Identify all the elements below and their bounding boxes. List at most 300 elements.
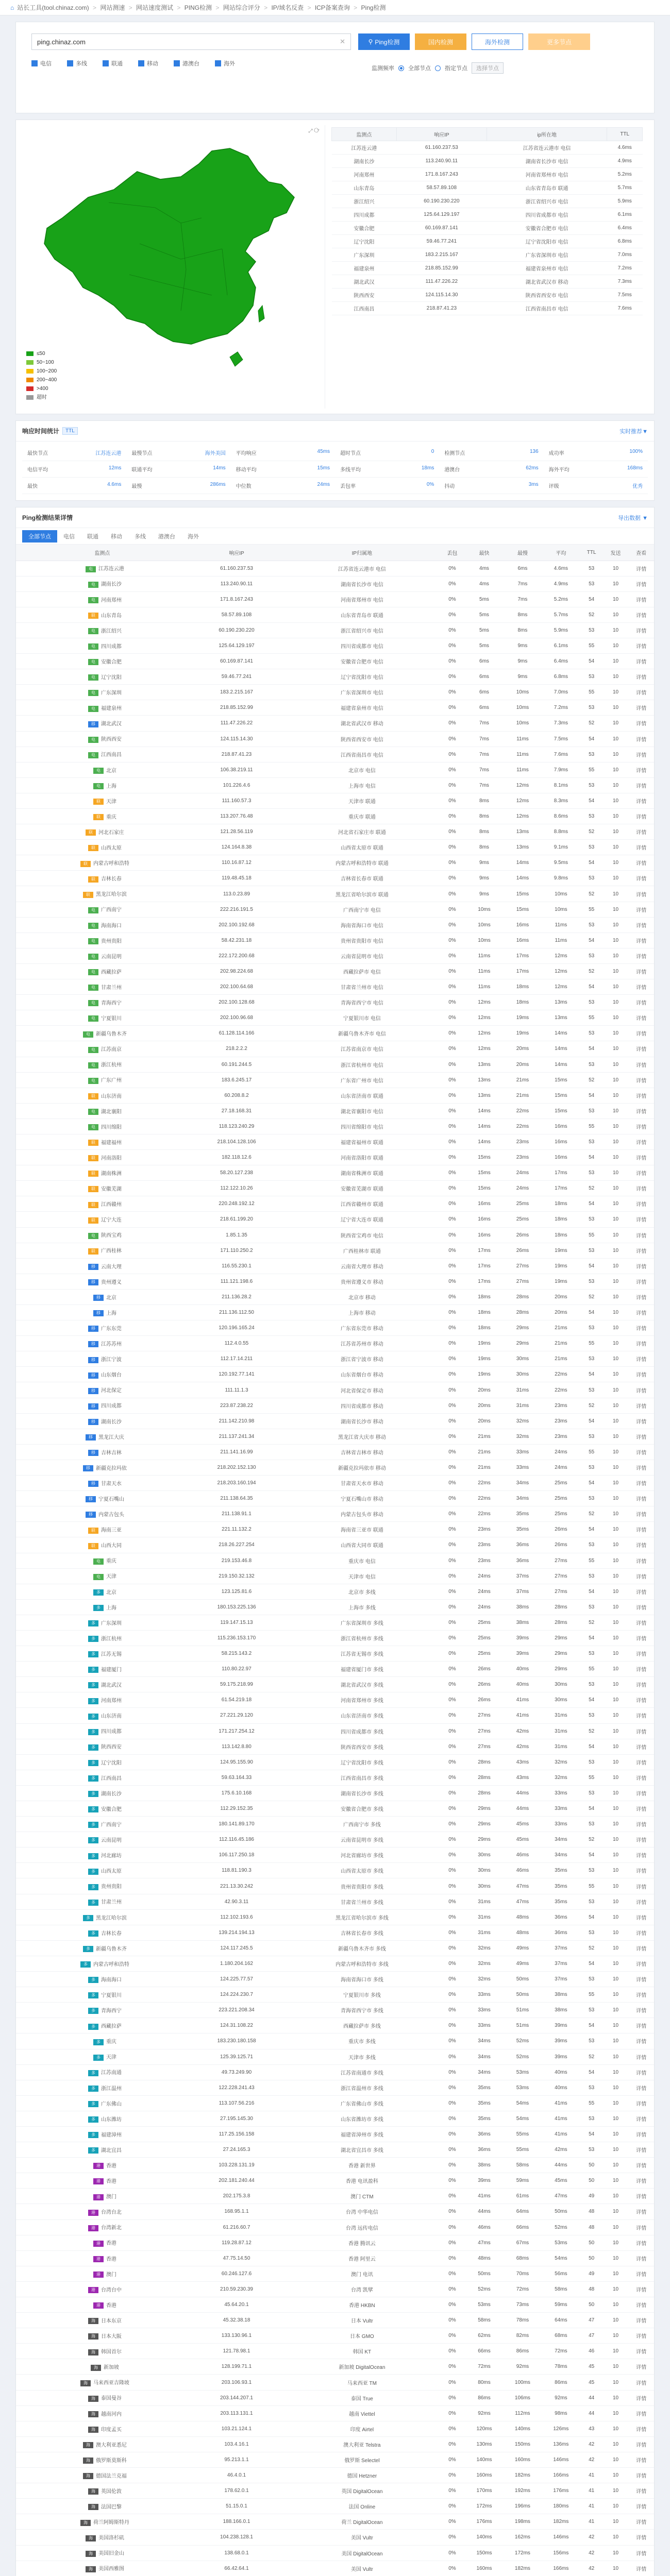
result-cell: 53 bbox=[580, 2142, 603, 2158]
checkbox-icon[interactable] bbox=[103, 60, 109, 66]
result-cell: 49ms bbox=[504, 1940, 542, 1956]
result-cell: 22ms bbox=[465, 1476, 503, 1491]
view-link[interactable]: 详情 bbox=[628, 1878, 654, 1894]
view-link[interactable]: 详情 bbox=[628, 1057, 654, 1072]
node-name: 韩国首尔 bbox=[100, 2349, 122, 2355]
view-link[interactable]: 详情 bbox=[628, 2375, 654, 2390]
node-cell bbox=[16, 1537, 189, 1553]
breadcrumb-item[interactable]: PING检测 bbox=[184, 4, 212, 11]
view-link[interactable]: 详情 bbox=[628, 1801, 654, 1817]
view-link[interactable]: 详情 bbox=[628, 654, 654, 669]
view-link[interactable]: 详情 bbox=[628, 809, 654, 824]
node-name: 山西太原 bbox=[100, 1869, 122, 1875]
table-row bbox=[16, 1057, 654, 1072]
view-link[interactable]: 详情 bbox=[628, 1367, 654, 1382]
node-cell bbox=[16, 2421, 189, 2436]
view-link[interactable]: 详情 bbox=[628, 2561, 654, 2576]
result-cell: 北京市 多线 bbox=[284, 1584, 440, 1599]
view-link[interactable]: 详情 bbox=[628, 1770, 654, 1785]
result-cell: 7ms bbox=[465, 731, 503, 747]
node-cell bbox=[16, 2250, 189, 2266]
result-cell: 52ms bbox=[542, 2219, 580, 2235]
breadcrumb-item[interactable]: 网站速度测试 bbox=[136, 4, 174, 11]
node-cell bbox=[16, 1289, 189, 1304]
result-cell: 0% bbox=[440, 1367, 465, 1382]
result-cell: 20ms bbox=[504, 1057, 542, 1072]
view-link[interactable]: 详情 bbox=[628, 2514, 654, 2530]
view-link[interactable]: 详情 bbox=[628, 1165, 654, 1181]
view-link[interactable]: 详情 bbox=[628, 1289, 654, 1304]
table-row bbox=[16, 1522, 654, 1537]
result-cell: 125.64.129.197 bbox=[189, 638, 284, 653]
view-link[interactable]: 详情 bbox=[628, 1072, 654, 1088]
result-cell: 10 bbox=[603, 1398, 629, 1413]
ranking-cell: 60.190.230.220 bbox=[396, 195, 487, 208]
view-link[interactable]: 详情 bbox=[628, 2049, 654, 2064]
result-cell: 117.25.156.158 bbox=[189, 2126, 284, 2142]
view-link[interactable]: 详情 bbox=[628, 1909, 654, 1925]
view-link[interactable]: 详情 bbox=[628, 1196, 654, 1212]
view-link[interactable]: 详情 bbox=[628, 2003, 654, 2018]
view-link[interactable]: 详情 bbox=[628, 902, 654, 917]
node-cell bbox=[16, 2375, 189, 2390]
view-link[interactable]: 详情 bbox=[628, 2421, 654, 2436]
view-link[interactable]: 详情 bbox=[628, 1723, 654, 1739]
map-tools[interactable]: ⤢ ⟳ bbox=[308, 128, 320, 134]
view-link[interactable]: 详情 bbox=[628, 1987, 654, 2003]
result-cell: 10 bbox=[603, 2018, 629, 2033]
view-link[interactable]: 详情 bbox=[628, 2359, 654, 2375]
result-cell: 9ms bbox=[465, 871, 503, 886]
view-link[interactable]: 详情 bbox=[628, 1382, 654, 1398]
table-row bbox=[16, 638, 654, 653]
result-cell: 17ms bbox=[465, 1258, 503, 1274]
view-link[interactable]: 详情 bbox=[628, 777, 654, 793]
view-link[interactable]: 详情 bbox=[628, 607, 654, 622]
table-row bbox=[16, 1848, 654, 1863]
view-link[interactable]: 详情 bbox=[628, 1615, 654, 1630]
breadcrumb-item[interactable]: 站长工具(tool.chinaz.com) bbox=[17, 4, 89, 11]
result-cell: 13ms bbox=[465, 1088, 503, 1103]
view-link[interactable]: 详情 bbox=[628, 2328, 654, 2344]
result-cell: 10 bbox=[603, 2266, 629, 2281]
table-row bbox=[16, 1476, 654, 1491]
node-name: 台湾新北 bbox=[100, 2225, 122, 2231]
result-cell: 10 bbox=[603, 1522, 629, 1537]
result-cell: 吉林省长春市 联通 bbox=[284, 871, 440, 886]
result-cell: 5.7ms bbox=[542, 607, 580, 622]
result-cell: 150ms bbox=[504, 2436, 542, 2452]
view-link[interactable]: 详情 bbox=[628, 2266, 654, 2281]
view-link[interactable]: 详情 bbox=[628, 1118, 654, 1134]
result-cell: 55 bbox=[580, 638, 603, 653]
result-cell: 17ms bbox=[465, 1274, 503, 1289]
view-link[interactable]: 详情 bbox=[628, 1692, 654, 1708]
result-cell: 10 bbox=[603, 1444, 629, 1460]
view-link[interactable]: 详情 bbox=[628, 2436, 654, 2452]
view-link[interactable]: 详情 bbox=[628, 2064, 654, 2080]
view-link[interactable]: 详情 bbox=[628, 1227, 654, 1243]
view-link[interactable]: 详情 bbox=[628, 638, 654, 653]
view-link[interactable]: 详情 bbox=[628, 1351, 654, 1367]
view-link[interactable]: 详情 bbox=[628, 1599, 654, 1615]
result-cell: 160ms bbox=[504, 2452, 542, 2467]
results-header: 响应IP bbox=[189, 545, 284, 561]
home-icon[interactable]: ⌂ bbox=[10, 4, 14, 11]
isp-badge: 移 bbox=[88, 1341, 98, 1347]
result-cell: 吉林省长春市 多线 bbox=[284, 1925, 440, 1940]
domestic-button[interactable]: 国内检测 bbox=[415, 33, 466, 50]
view-link[interactable]: 详情 bbox=[628, 1460, 654, 1475]
result-cell: 10ms bbox=[542, 902, 580, 917]
view-link[interactable]: 详情 bbox=[628, 2204, 654, 2219]
overseas-button[interactable]: 海外检测 bbox=[472, 33, 523, 50]
node-select[interactable]: 选择节点 bbox=[472, 62, 504, 74]
result-cell: 53 bbox=[580, 1460, 603, 1475]
view-link[interactable]: 详情 bbox=[628, 1476, 654, 1491]
view-link[interactable]: 详情 bbox=[628, 685, 654, 700]
breadcrumb-item[interactable]: IP/域名反查 bbox=[271, 4, 304, 11]
view-link[interactable]: 详情 bbox=[628, 824, 654, 840]
result-cell: 黑龙江省哈尔滨市 联通 bbox=[284, 886, 440, 902]
result-cell: 辽宁省大连市 联通 bbox=[284, 1212, 440, 1227]
view-link[interactable]: 详情 bbox=[628, 979, 654, 995]
result-cell: 湖北省武汉市 移动 bbox=[284, 716, 440, 731]
radio-all-nodes[interactable] bbox=[398, 65, 404, 71]
view-link[interactable]: 详情 bbox=[628, 871, 654, 886]
view-link[interactable]: 详情 bbox=[628, 1646, 654, 1662]
search-input[interactable]: ping.chinaz.com ✕ bbox=[31, 33, 351, 50]
result-cell: 156ms bbox=[542, 2545, 580, 2561]
summary-sort[interactable]: 实时推荐▼ bbox=[619, 428, 648, 435]
view-link[interactable]: 详情 bbox=[628, 1010, 654, 1026]
view-link[interactable]: 详情 bbox=[628, 2313, 654, 2328]
result-cell: 7ms bbox=[504, 591, 542, 607]
view-link[interactable]: 详情 bbox=[628, 1305, 654, 1320]
view-link[interactable]: 详情 bbox=[628, 731, 654, 747]
view-link[interactable]: 详情 bbox=[628, 1677, 654, 1692]
view-link[interactable]: 详情 bbox=[628, 1754, 654, 1770]
breadcrumb-item[interactable]: Ping检测 bbox=[361, 4, 386, 11]
ranking-cell: 61.160.237.53 bbox=[396, 141, 487, 155]
result-cell: 35ms bbox=[465, 2095, 503, 2111]
export-button[interactable]: 导出数据 ▼ bbox=[618, 515, 648, 521]
result-cell: 128.199.71.1 bbox=[189, 2359, 284, 2375]
isp-checkbox[interactable] bbox=[31, 59, 52, 67]
view-link[interactable]: 详情 bbox=[628, 1258, 654, 1274]
view-link[interactable]: 详情 bbox=[628, 1925, 654, 1940]
table-row bbox=[16, 2204, 654, 2219]
tab-2[interactable]: 联通 bbox=[87, 533, 98, 540]
view-link[interactable]: 详情 bbox=[628, 840, 654, 855]
view-link[interactable]: 详情 bbox=[628, 1739, 654, 1754]
summary-stat bbox=[544, 465, 648, 473]
node-name: 内蒙古呼和浩特 bbox=[93, 1961, 129, 1968]
china-map-shape[interactable] bbox=[26, 141, 315, 378]
result-cell: 0% bbox=[440, 2344, 465, 2359]
view-link[interactable]: 详情 bbox=[628, 1134, 654, 1149]
isp-checkbox[interactable] bbox=[67, 59, 87, 67]
tab-6[interactable]: 海外 bbox=[188, 533, 199, 540]
view-link[interactable]: 详情 bbox=[628, 2452, 654, 2467]
view-link[interactable]: 详情 bbox=[628, 2111, 654, 2126]
result-cell: 0% bbox=[440, 1305, 465, 1320]
checkbox-icon[interactable] bbox=[174, 60, 180, 66]
view-link[interactable]: 详情 bbox=[628, 917, 654, 933]
view-link[interactable]: 详情 bbox=[628, 700, 654, 716]
view-link[interactable]: 详情 bbox=[628, 2405, 654, 2421]
tab-5[interactable]: 港澳台 bbox=[158, 533, 175, 540]
view-link[interactable]: 详情 bbox=[628, 2126, 654, 2142]
result-cell: 10 bbox=[603, 1258, 629, 1274]
view-link[interactable]: 详情 bbox=[628, 1584, 654, 1599]
view-link[interactable]: 详情 bbox=[628, 2189, 654, 2204]
result-cell: 12ms bbox=[504, 777, 542, 793]
view-link[interactable]: 详情 bbox=[628, 2095, 654, 2111]
view-link[interactable]: 详情 bbox=[628, 2390, 654, 2405]
view-link[interactable]: 详情 bbox=[628, 1662, 654, 1677]
ranking-cell: 4.9ms bbox=[607, 155, 643, 168]
isp-badge: 电 bbox=[88, 969, 98, 975]
view-link[interactable]: 详情 bbox=[628, 576, 654, 591]
view-link[interactable]: 详情 bbox=[628, 1274, 654, 1289]
checkbox-icon[interactable] bbox=[215, 60, 221, 66]
result-cell: 25ms bbox=[504, 1212, 542, 1227]
view-link[interactable]: 详情 bbox=[628, 1553, 654, 1568]
node-name: 山东烟台 bbox=[100, 1372, 122, 1379]
result-cell: 14ms bbox=[465, 1134, 503, 1149]
view-link[interactable]: 详情 bbox=[628, 2468, 654, 2483]
result-cell: 10 bbox=[603, 2405, 629, 2421]
result-cell: 55 bbox=[580, 1227, 603, 1243]
result-cell: 222.216.191.5 bbox=[189, 902, 284, 917]
result-cell: 5ms bbox=[465, 638, 503, 653]
clear-icon[interactable]: ✕ bbox=[340, 38, 345, 45]
result-cell: 19ms bbox=[542, 1258, 580, 1274]
node-name: 河南洛阳 bbox=[100, 1155, 122, 1161]
view-link[interactable]: 详情 bbox=[628, 793, 654, 808]
result-cell: 0% bbox=[440, 1940, 465, 1956]
view-link[interactable]: 详情 bbox=[628, 1088, 654, 1103]
result-cell: 42ms bbox=[504, 1739, 542, 1754]
view-link[interactable]: 详情 bbox=[628, 1863, 654, 1878]
result-cell: 0% bbox=[440, 1444, 465, 1460]
result-cell: 山东省青岛市 联通 bbox=[284, 607, 440, 622]
table-row bbox=[16, 1413, 654, 1429]
view-link[interactable]: 详情 bbox=[628, 1708, 654, 1723]
view-link[interactable]: 详情 bbox=[628, 1848, 654, 1863]
view-link[interactable]: 详情 bbox=[628, 1041, 654, 1057]
view-link[interactable]: 详情 bbox=[628, 591, 654, 607]
view-link[interactable]: 详情 bbox=[628, 1398, 654, 1413]
tab-0[interactable]: 全部节点 bbox=[22, 530, 57, 543]
result-cell: 62ms bbox=[465, 2328, 503, 2344]
result-cell: 浙江省杭州市 多线 bbox=[284, 1630, 440, 1646]
view-link[interactable]: 详情 bbox=[628, 1956, 654, 1971]
view-link[interactable]: 详情 bbox=[628, 1444, 654, 1460]
result-cell: 14ms bbox=[465, 1118, 503, 1134]
table-row bbox=[16, 871, 654, 886]
view-link[interactable]: 详情 bbox=[628, 2033, 654, 2049]
view-link[interactable]: 详情 bbox=[628, 2080, 654, 2095]
result-cell: 48 bbox=[580, 2281, 603, 2297]
view-link[interactable]: 详情 bbox=[628, 2235, 654, 2250]
view-link[interactable]: 详情 bbox=[628, 1522, 654, 1537]
node-cell bbox=[16, 1662, 189, 1677]
view-link[interactable]: 详情 bbox=[628, 716, 654, 731]
view-link[interactable]: 详情 bbox=[628, 1785, 654, 1801]
checkbox-icon[interactable] bbox=[31, 60, 38, 66]
result-cell: 55 bbox=[580, 1987, 603, 2003]
view-link[interactable]: 详情 bbox=[628, 1972, 654, 1987]
view-link[interactable]: 详情 bbox=[628, 2219, 654, 2235]
view-link[interactable]: 详情 bbox=[628, 2499, 654, 2514]
view-link[interactable]: 详情 bbox=[628, 1940, 654, 1956]
result-cell: 13ms bbox=[542, 995, 580, 1010]
view-link[interactable]: 详情 bbox=[628, 2281, 654, 2297]
node-cell bbox=[16, 2405, 189, 2421]
view-link[interactable]: 详情 bbox=[628, 2250, 654, 2266]
summary-stat bbox=[22, 482, 126, 489]
node-cell bbox=[16, 1476, 189, 1491]
breadcrumb-item[interactable]: 网站综合评分 bbox=[223, 4, 260, 11]
view-link[interactable]: 详情 bbox=[628, 963, 654, 979]
tab-1[interactable]: 电信 bbox=[63, 533, 75, 540]
view-link[interactable]: 详情 bbox=[628, 1817, 654, 1832]
view-link[interactable]: 详情 bbox=[628, 1568, 654, 1584]
node-cell bbox=[16, 1801, 189, 1817]
isp-badge: 联 bbox=[88, 845, 98, 851]
table-row bbox=[16, 2297, 654, 2313]
node-name: 青海西宁 bbox=[100, 1000, 122, 1006]
view-link[interactable]: 详情 bbox=[628, 1832, 654, 1848]
view-link[interactable]: 详情 bbox=[628, 1181, 654, 1196]
view-link[interactable]: 详情 bbox=[628, 1243, 654, 1258]
node-cell bbox=[16, 2297, 189, 2313]
isp-checkbox[interactable] bbox=[138, 59, 158, 67]
view-link[interactable]: 详情 bbox=[628, 2173, 654, 2189]
isp-checkbox[interactable] bbox=[103, 59, 123, 67]
view-link[interactable]: 详情 bbox=[628, 1506, 654, 1522]
summary-stat-label: 评级 bbox=[548, 484, 559, 489]
view-link[interactable]: 详情 bbox=[628, 1320, 654, 1336]
result-cell: 10 bbox=[603, 1801, 629, 1817]
result-cell: 10 bbox=[603, 607, 629, 622]
node-cell bbox=[16, 2344, 189, 2359]
breadcrumb-items[interactable] bbox=[17, 3, 388, 12]
view-link[interactable]: 详情 bbox=[628, 995, 654, 1010]
view-link[interactable]: 详情 bbox=[628, 1894, 654, 1909]
result-cell: 10 bbox=[603, 669, 629, 685]
view-link[interactable]: 详情 bbox=[628, 2297, 654, 2313]
result-cell: 53 bbox=[580, 1165, 603, 1181]
result-cell: 0% bbox=[440, 809, 465, 824]
view-link[interactable]: 详情 bbox=[628, 1150, 654, 1165]
node-name: 湖北武汉 bbox=[100, 1683, 122, 1689]
view-link[interactable]: 详情 bbox=[628, 2530, 654, 2545]
isp-badge: 多 bbox=[88, 1837, 98, 1843]
view-link[interactable]: 详情 bbox=[628, 2018, 654, 2033]
result-cell: 60.169.87.141 bbox=[189, 654, 284, 669]
view-link[interactable]: 详情 bbox=[628, 2344, 654, 2359]
view-link[interactable]: 详情 bbox=[628, 855, 654, 871]
result-cell: 山东省济南市 多线 bbox=[284, 1708, 440, 1723]
isp-checkbox[interactable] bbox=[215, 59, 235, 67]
view-link[interactable]: 详情 bbox=[628, 1491, 654, 1506]
result-cell: 16ms bbox=[542, 1150, 580, 1165]
view-link[interactable]: 详情 bbox=[628, 1537, 654, 1553]
view-link[interactable]: 详情 bbox=[628, 1413, 654, 1429]
table-row bbox=[16, 2281, 654, 2297]
table-row bbox=[16, 1398, 654, 1413]
node-name: 广东深圳 bbox=[100, 690, 122, 697]
tab-4[interactable]: 多线 bbox=[135, 533, 146, 540]
ping-button[interactable]: ⚲ Ping检测 bbox=[358, 33, 410, 50]
view-link[interactable]: 详情 bbox=[628, 2545, 654, 2561]
result-cell: 18ms bbox=[542, 1196, 580, 1212]
view-link[interactable]: 详情 bbox=[628, 1630, 654, 1646]
table-row bbox=[16, 963, 654, 979]
result-cell: 印度 Airtel bbox=[284, 2421, 440, 2436]
view-link[interactable]: 详情 bbox=[628, 669, 654, 685]
node-name: 山东青岛 bbox=[100, 613, 122, 619]
summary-stat bbox=[22, 449, 126, 456]
result-cell: 0% bbox=[440, 1692, 465, 1708]
result-cell: 33ms bbox=[465, 2018, 503, 2033]
isp-badge: 电 bbox=[88, 597, 98, 603]
checkbox-icon[interactable] bbox=[138, 60, 144, 66]
breadcrumb-item[interactable]: 网站测速 bbox=[100, 4, 125, 11]
result-cell: 43 bbox=[580, 2421, 603, 2436]
view-link[interactable]: 详情 bbox=[628, 1103, 654, 1118]
isp-badge: 多 bbox=[88, 1822, 98, 1828]
result-cell: 33ms bbox=[542, 1785, 580, 1801]
view-link[interactable]: 详情 bbox=[628, 622, 654, 638]
view-link[interactable]: 详情 bbox=[628, 886, 654, 902]
tab-3[interactable]: 移动 bbox=[111, 533, 122, 540]
view-link[interactable]: 详情 bbox=[628, 948, 654, 963]
view-link[interactable]: 详情 bbox=[628, 1212, 654, 1227]
result-cell: 0% bbox=[440, 2189, 465, 2204]
checkbox-icon[interactable] bbox=[67, 60, 73, 66]
view-link[interactable]: 详情 bbox=[628, 561, 654, 576]
isp-checkbox[interactable] bbox=[174, 59, 199, 67]
view-link[interactable]: 详情 bbox=[628, 2158, 654, 2173]
table-row bbox=[16, 1630, 654, 1646]
ranking-cell: 福建泉州 bbox=[332, 262, 397, 275]
table-row bbox=[16, 2375, 654, 2390]
result-cell: 29ms bbox=[465, 1801, 503, 1817]
result-cell: 9ms bbox=[504, 654, 542, 669]
result-cell: 50 bbox=[580, 2158, 603, 2173]
result-cell: 34ms bbox=[465, 2064, 503, 2080]
view-link[interactable]: 详情 bbox=[628, 2483, 654, 2499]
view-link[interactable]: 详情 bbox=[628, 747, 654, 762]
isp-badge: 多 bbox=[88, 2070, 98, 2076]
result-cell: 0% bbox=[440, 1677, 465, 1692]
view-link[interactable]: 详情 bbox=[628, 2142, 654, 2158]
view-link[interactable]: 详情 bbox=[628, 1336, 654, 1351]
result-cell: 25ms bbox=[542, 1476, 580, 1491]
view-link[interactable]: 详情 bbox=[628, 1026, 654, 1041]
more-nodes-button[interactable]: 更多节点 bbox=[528, 33, 590, 50]
breadcrumb-item[interactable]: ICP备案查询 bbox=[314, 4, 350, 11]
result-cell: 14ms bbox=[542, 1057, 580, 1072]
view-link[interactable]: 详情 bbox=[628, 933, 654, 948]
view-link[interactable]: 详情 bbox=[628, 1429, 654, 1444]
view-link[interactable]: 详情 bbox=[628, 762, 654, 777]
radio-custom-nodes[interactable] bbox=[435, 65, 441, 71]
